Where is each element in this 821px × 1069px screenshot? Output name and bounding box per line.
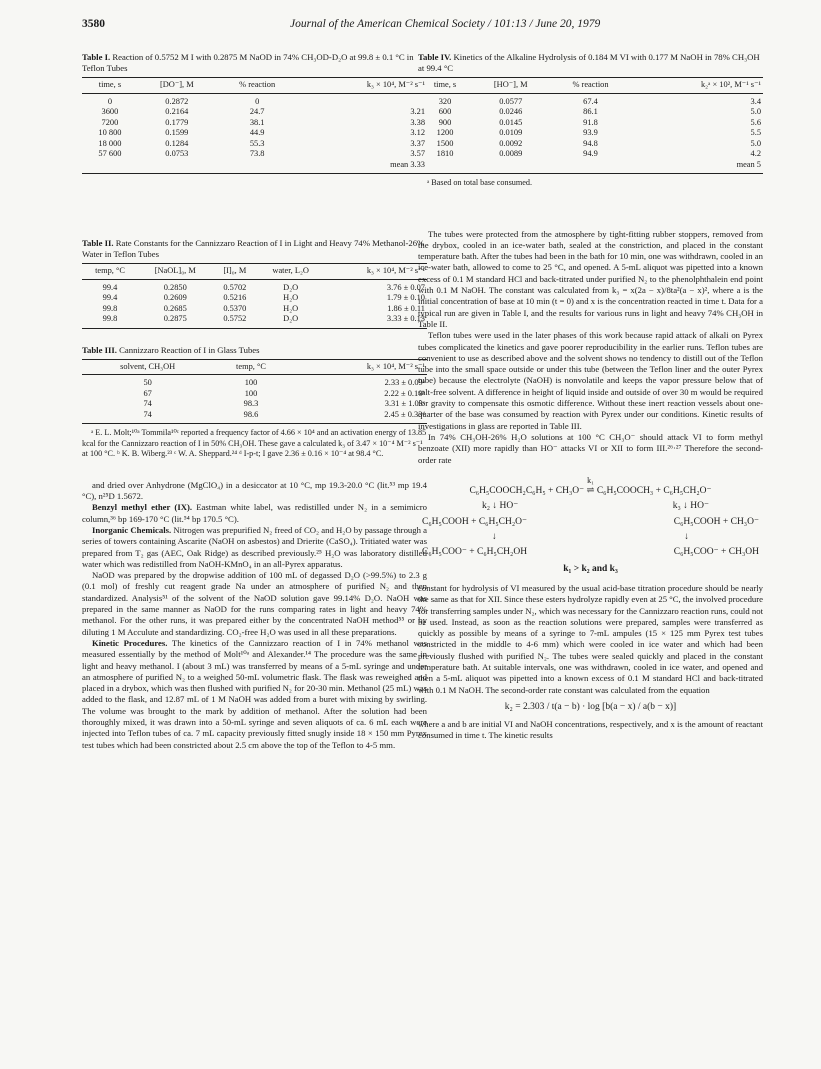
table-row xyxy=(82,139,427,150)
right-body-text-3: where a and b are initial VI and NaOH concentrations, respectively, and x is the amount of reactant consumed in time t. The kinetic results xyxy=(418,719,763,741)
page-number: 3580 xyxy=(82,18,105,30)
table-cell: 99.4 xyxy=(102,293,118,302)
table-cell: 3.12 xyxy=(410,128,425,137)
paragraph-text: The kinetics of the Cannizzaro reaction of I in 74% methanol was measured essentially by the method of Molt¹⁰ᵃ and Alexander.¹⁴ The procedure was the same in light and heavy methanol. I (about 3 mL) was transferred by means of a 5-mL syringe and under an atmosphere of purified N₂ to a weighed 50-mL volumetric flask. The flask was reweighed and placed in a drybox, which was then flushed with purified N₂ for 20-30 min. Methanol (25 mL) was added to the flask, and 12.87 mL of 1 M NaOH was added from a buret with mixing by swirling. The volume was brought to the mark by addition of methanol. After the solution had been thoroughly mixed, it was drawn into a 50-mL syringe and seven aliquots of ca. 6 mL each were injected into Teflon tubes of ca. 7 mL capacity previously fitted snugly inside 18 × 150 mm Pyrex test tubes which had been constricted about 2.5 cm above the top of the Teflon to 4-5 mm. xyxy=(82,637,427,750)
table-cell: 99.8 xyxy=(82,314,138,328)
scheme-condition: k₁ > k₂ and k₃ xyxy=(563,563,618,574)
table-cell xyxy=(549,160,631,174)
paragraph xyxy=(82,502,427,525)
table-cell: 1.86 ± 0.11 xyxy=(387,303,425,313)
table-cell: H₂O xyxy=(283,303,299,313)
column-header: k₃ × 10⁴, M⁻² s⁻¹ xyxy=(299,78,427,94)
table-row xyxy=(418,128,763,139)
scheme-left-arrow: k₂ ↓ HO⁻ xyxy=(482,501,519,512)
table-cell: 10 800 xyxy=(98,128,122,137)
table-mean-row xyxy=(418,160,763,174)
left-column xyxy=(82,52,427,751)
table-cell: 74 xyxy=(143,399,152,408)
table-cell: 55.3 xyxy=(249,138,265,148)
column-header: k₃ × 10⁴, M⁻² s⁻¹ xyxy=(324,264,427,280)
table-cell: 0.5216 xyxy=(223,293,247,302)
table-cell: 93.9 xyxy=(583,128,598,137)
table-cell: 1810 xyxy=(436,149,454,158)
table-cell: 0.1599 xyxy=(165,128,189,137)
table-cell xyxy=(472,160,549,174)
table-cell: 67 xyxy=(143,388,152,398)
table-cell: 0.2164 xyxy=(165,107,189,116)
table-cell: 99.8 xyxy=(102,303,118,313)
paragraph-lead: Kinetic Procedures. xyxy=(92,637,168,648)
table-3-footnote: ᵃ E. L. Molt;¹⁰ᵃ Tommila¹⁰ᶜ reported a frequency factor of 4.66 × 10⁴ and an activation energy of 13.85 kcal for the Cannizzaro reaction of I in 50% CH₃OH. These gave a calculated k₃ of 3.47 × 10⁻⁴ M⁻² s⁻¹ at 100 °C. ᵇ K. B. Wiberg.²³ ᶜ W. A. Sheppard.²⁴ ᵈ I-p-t; I gave 2.36 ± 0.16 × 10⁻⁴ at 98.4 °C. xyxy=(82,428,427,459)
table-row xyxy=(82,304,427,315)
table-cell: 73.8 xyxy=(249,149,265,158)
table-4 xyxy=(418,52,763,189)
scheme-right-arrow: k₃ ↓ HO⁻ xyxy=(672,501,709,512)
table-3-grid xyxy=(82,359,427,425)
table-cell: 0 xyxy=(255,96,260,106)
table-cell: 1.79 ± 0.10 xyxy=(386,293,425,302)
column-header: k₃ × 10⁴, M⁻² s⁻¹ xyxy=(289,359,427,375)
scheme-right-down-arrow: ↓ xyxy=(684,532,689,543)
table-cell: 3.38 xyxy=(410,117,425,127)
table-cell: 3.37 xyxy=(410,138,425,148)
table-cell: 0.5370 xyxy=(223,303,247,313)
right-body-text xyxy=(418,229,763,466)
table-cell: D₂O xyxy=(283,282,299,292)
table-cell: 18 000 xyxy=(98,138,122,148)
table-cell: 5.0 xyxy=(750,107,761,116)
paragraph-text: Nitrogen was prepurified N₂ freed of CO₂ and H₂O by passage through a series of towers containing Ascarite (NaOH on asbestos) and Drierite (CaSO₄). Tritiated water was prepared from T₂ gas (AEC, Oak Ridge) as described previously.²⁵ H₂O was laboratory distilled water which was redistilled from NaOH-KMnO₄ in an all-Pyrex apparatus. xyxy=(82,524,427,569)
table-cell: 98.3 xyxy=(243,399,259,408)
table-cell xyxy=(216,160,299,174)
column-header: k₂ᵃ × 10², M⁻¹ s⁻¹ xyxy=(632,78,763,94)
paragraph: Teflon tubes were used in the later phases of this work because rapid attack of alkali on Pyrex tubes complicated the kinetics and gave poorer reproducibility in the earlier runs. Teflon tubes are convenient to use as described above and the solvent shows no tendency to distill out of the Teflon tube into the small space outside or under this tube (between the Teflon liner and the outer Pyrex tube) because the electrolyte (NaOH) is nonvolatile and keeps the vapor pressure below that of salt-free solvent. A difference in height of liquid inside and outside of over 30 m would be required for gravity to compensate this osmotic difference. Without these inert reaction vessels about one-quarter of the base was consumed by reaction with Pyrex under our conditions. Kinetic results of investigations in glass are reported in Table III. xyxy=(418,330,763,431)
paragraph-text: Eastman white label, was redistilled under N₂ in a semimicro column,³⁶ bp 169-170 °C (lit.⁵⁴ bp 170.5 °C). xyxy=(82,502,428,524)
column-header: % reaction xyxy=(216,78,299,94)
paragraph-lead: Benzyl methyl ether (IX). xyxy=(92,502,193,513)
table-row xyxy=(82,149,427,160)
table-cell: 24.7 xyxy=(249,107,265,116)
column-header: temp, °C xyxy=(82,264,138,280)
table-cell: 67.4 xyxy=(583,96,598,106)
table-cell: 0 xyxy=(107,96,113,106)
scheme-k1: k₁ xyxy=(587,475,594,485)
column-header: time, s xyxy=(82,78,138,94)
table-cell: 0.0145 xyxy=(499,117,523,127)
table-cell: 0.5752 xyxy=(212,314,257,328)
table-cell: 0.2872 xyxy=(165,96,189,106)
table-4-footnote: ᵃ Based on total base consumed. xyxy=(427,178,533,187)
table-cell: 900 xyxy=(438,117,452,127)
right-column xyxy=(418,52,763,742)
table-cell: 2.45 ± 0.33ᵈ xyxy=(289,410,427,424)
table-row xyxy=(82,399,427,410)
journal-header: Journal of the American Chemical Society / 101:13 / June 20, 1979 xyxy=(290,18,601,30)
table-mean-row xyxy=(82,160,427,174)
table-1 xyxy=(82,52,427,174)
table-cell: 0.0753 xyxy=(165,149,189,158)
table-row xyxy=(418,139,763,150)
table-cell: 0.2875 xyxy=(138,314,212,328)
rate-equation: k₂ = 2.303 / t(a − b) · log [b(a − x) / a(b − x)] xyxy=(504,701,677,712)
table-cell: 7200 xyxy=(101,117,119,127)
table-cell: 57 600 xyxy=(98,149,122,158)
table-cell: 5.0 xyxy=(750,138,761,148)
column-header: temp, °C xyxy=(213,359,288,375)
table-cell: 74 xyxy=(82,410,213,424)
table-cell: 98.6 xyxy=(213,410,288,424)
table-cell: 0.2685 xyxy=(163,303,187,313)
table-cell: 3.4 xyxy=(750,96,761,106)
table-2 xyxy=(82,238,427,329)
table-cell xyxy=(299,93,427,107)
column-header: [I]₀, M xyxy=(212,264,257,280)
scheme-right-mid: C₆H₅COOH + CH₃O⁻ xyxy=(673,516,759,527)
table-cell: 1200 xyxy=(436,128,454,137)
table-row xyxy=(418,93,763,107)
table-cell: 0.2850 xyxy=(163,282,187,292)
table-cell: 0.0089 xyxy=(499,149,523,158)
column-header: % reaction xyxy=(549,78,631,94)
table-row xyxy=(82,279,427,293)
table-cell: 3.57 xyxy=(410,149,425,158)
scheme-left-down-arrow: ↓ xyxy=(492,532,497,543)
table-cell: 100 xyxy=(244,378,258,387)
table-cell: 50 xyxy=(143,378,152,387)
table-cell: 91.8 xyxy=(583,117,598,127)
paragraph-text: NaOD was prepared by the dropwise addition of 100 mL of degassed D₂O (>99.5%) to 2.3 g (0.1 mol) of freshly cut reagent grade Na under an atmosphere of purified N₂ and then standardized. Analysis⁵¹ of the solvent of the NaOD solution gave 99.14% D₂O. NaOH was prepared in the same manner as NaOD for the runs comparing rates in light and heavy 74% methanol. For the other runs, it was prepared either by the concentrated NaOH method⁵⁵ or by diluting 1 M Acculute and standardizing. CO₂-free H₂O was used in all these preparations. xyxy=(82,570,427,637)
table-row xyxy=(82,314,427,328)
column-header: [DO⁻], M xyxy=(138,78,216,94)
reaction-scheme xyxy=(418,475,763,575)
table-cell: 38.1 xyxy=(249,117,265,127)
table-cell: 86.1 xyxy=(583,107,598,116)
table-cell: D₂O xyxy=(257,314,324,328)
table-cell: 2.22 ± 0.10ᵇ xyxy=(384,388,425,398)
table-cell: 0.2609 xyxy=(163,293,187,302)
table-cell: 0.1284 xyxy=(165,138,189,148)
table-mean: mean 5 xyxy=(632,160,763,174)
table-cell: 1500 xyxy=(436,138,454,148)
table-cell: 99.4 xyxy=(102,282,118,292)
table-cell: 0.0577 xyxy=(499,96,523,106)
column-header: solvent, CH₃OH xyxy=(82,359,213,375)
table-row xyxy=(82,128,427,139)
paragraph: In 74% CH₃OH-26% H₂O solutions at 100 °C CH₃O⁻ should attack VI to form methyl benzoate (XII) more rapidly than HO⁻ attacks VI or XII to form III.²⁶·²⁷ Therefore the second-order rate xyxy=(418,431,763,465)
table-cell: 5.6 xyxy=(750,117,761,127)
table-3-caption: Table III. Cannizzaro Reaction of I in Glass Tubes xyxy=(82,344,260,355)
table-row xyxy=(82,410,427,424)
table-row xyxy=(418,149,763,160)
table-cell: 3.21 xyxy=(410,107,425,116)
table-cell: 0.0092 xyxy=(499,138,523,148)
scheme-right-bottom: C₆H₅COO⁻ + CH₃OH xyxy=(673,547,759,558)
table-row xyxy=(82,389,427,400)
table-3 xyxy=(82,345,427,460)
right-body-text-2: constant for hydrolysis of VI measured by the usual acid-base titration procedure should be nearly the same as that for XII. Since these esters hydrolyze rapidly even at 25 °C, the involved procedure for transferring samples under N₂, which was necessary for the Cannizzaro reaction runs, could not be used. Instead, as soon as the reaction solutions were prepared, samples were transferred as quickly as possible by means of a syringe to 7-mL ampules (15 × 125 mm Pyrex test tubes constricted in the middle to 4-6 mm) which were cooled in ice water and which had been previously flushed with purified N₂. The tubes were sealed quickly and placed in the constant temperature bath. At suitable intervals, one was withdrawn, cooled in ice water, and opened and then a 5-mL aliquot was pipetted into a known excess of 0.1 M standard HCl and back-titrated with 0.1 M NaOH. The second-order rate constant was calculated from the equation xyxy=(418,582,763,695)
table-cell: 4.2 xyxy=(750,149,761,158)
table-cell: H₂O xyxy=(283,293,299,302)
table-cell: 320 xyxy=(438,96,452,106)
table-cell: 3.31 ± 1.03ᶜ xyxy=(384,399,425,408)
table-cell: 0.1779 xyxy=(165,117,189,127)
table-row xyxy=(82,375,427,389)
table-row xyxy=(82,293,427,304)
table-cell: 0.0109 xyxy=(499,128,523,137)
table-cell: 44.9 xyxy=(249,128,265,137)
paragraph xyxy=(82,525,427,570)
table-cell: 0.0246 xyxy=(499,107,523,116)
paragraph xyxy=(82,638,427,751)
column-header: time, s xyxy=(418,78,472,94)
table-row xyxy=(418,107,763,118)
table-1-caption: Table I. Reaction of 0.5752 M I with 0.2875 M NaOD in 74% CH₃OD-D₂O at 99.8 ± 0.1 °C in Teflon Tubes xyxy=(82,52,414,73)
table-cell: 3600 xyxy=(101,107,119,116)
scheme-main-equation: C₆H₅COOCH₂C₆H₅ + CH₃O⁻ ⇌ C₆H₅COOCH₃ + C₆H₅CH₂O⁻ xyxy=(469,486,712,497)
table-row xyxy=(82,93,427,107)
table-row xyxy=(82,118,427,129)
table-1-grid xyxy=(82,77,427,174)
table-2-caption: Table II. Rate Constants for the Cannizzaro Reaction of I in Light and Heavy 74% Methanol-26% Water in Teflon Tubes xyxy=(82,238,425,259)
table-row xyxy=(418,118,763,129)
paragraph: The tubes were protected from the atmosphere by tight-fitting rubber stoppers, removed from the drybox, cooled in an ice-water bath, sealed at the constriction, and placed in the constant temperature bath. After the tubes had been in the bath for 10 min, one was withdrawn, cooled in an ice-water bath, allowed to come to 25 °C, and opened. A 5-mL aliquot was pipetted into a known excess of 0.1 M standard HCl and back-titrated under purified N₂ to the phenolphthalein end point with 0.1 M NaOH. The constant was calculated from k₃ = x(2a − x)/8ta²(a − x)², where a is the initial concentration of base at 10 min (t = 0) and x is the concentration reacted in time t. Data for a typical run are given in Table I, and the results for various runs in light and heavy 74% CH₃OH in Table II. xyxy=(418,228,763,329)
column-header: [HO⁻], M xyxy=(472,78,549,94)
scheme-left-mid: C₆H₅COOH + C₆H₅CH₂O⁻ xyxy=(422,516,528,527)
table-cell: 0.5702 xyxy=(223,282,247,292)
column-header: water, L₂O xyxy=(257,264,324,280)
table-cell: 3.76 ± 0.07 xyxy=(386,282,425,292)
column-header: [NaOL]₀, M xyxy=(138,264,212,280)
table-cell: 3.33 ± 0.13 xyxy=(324,314,427,328)
left-body-text xyxy=(82,480,427,751)
table-mean: mean 3.33 xyxy=(299,160,427,174)
table-cell: 94.8 xyxy=(583,138,598,148)
paragraph xyxy=(82,570,427,638)
paragraph-lead: Inorganic Chemicals. xyxy=(92,524,172,535)
paragraph xyxy=(82,480,427,503)
table-cell xyxy=(138,160,216,174)
table-4-caption: Table IV. Kinetics of the Alkaline Hydrolysis of 0.184 M VI with 0.177 M NaOH in 78% CH₃OH at 99.4 °C xyxy=(418,52,760,73)
paragraph-text: and dried over Anhydrone (MgClO₄) in a desiccator at 10 °C, mp 19.3-20.0 °C (lit.⁵³ mp 19.4 °C), n²⁵D 1.5672. xyxy=(82,479,427,502)
table-4-grid xyxy=(418,77,763,174)
table-2-grid xyxy=(82,263,427,329)
table-cell: 94.9 xyxy=(583,149,598,158)
table-cell xyxy=(82,160,138,174)
table-cell xyxy=(418,160,472,174)
table-cell: 600 xyxy=(438,107,452,116)
table-cell: 5.5 xyxy=(750,128,761,137)
table-row xyxy=(82,107,427,118)
scheme-left-bottom: C₆H₅COO⁻ + C₆H₅CH₂OH xyxy=(422,547,528,558)
table-cell: 2.33 ± 0.09ᵃ xyxy=(384,378,425,387)
table-cell: 100 xyxy=(244,388,258,398)
